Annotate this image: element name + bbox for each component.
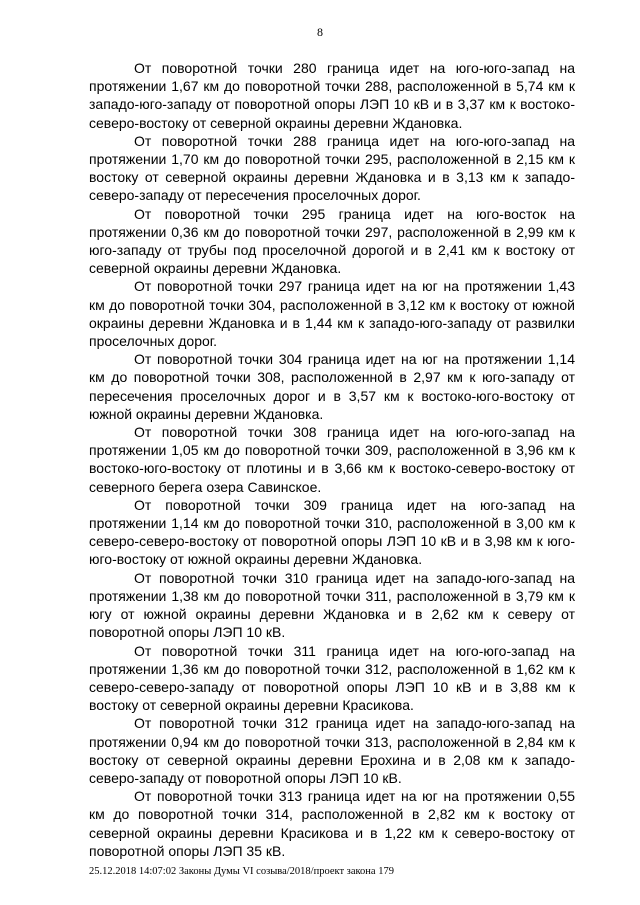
paragraph: От поворотной точки 297 граница идет на юг на протяжении 1,43 км до поворотной точки 304, расположенной в 3,12 км к востоку от южной окраины деревни Ждановка и в 1,44 км к западо-юго-западу от развилки проселочных дорог. [89, 278, 575, 350]
paragraph: От поворотной точки 313 граница идет на юг на протяжении 0,55 км до поворотной точки 314, расположенной в 2,82 км к востоку от северной окраины деревни Красикова и в 1,22 км к северо-востоку от поворотной опоры ЛЭП 35 кВ. [89, 788, 575, 859]
paragraph: От поворотной точки 312 граница идет на западо-юго-запад на протяжении 0,94 км до поворотной точки 313, расположенной в 2,84 км к востоку от северной окраины деревни Ерохина и в 2,08 км к западо-северо-западу от поворотной опоры ЛЭП 10 кВ. [89, 715, 575, 786]
paragraph: От поворотной точки 311 граница идет на юго-юго-запад на протяжении 1,36 км до поворотной точки 312, расположенной в 1,62 км к северо-северо-западу от поворотной опоры ЛЭП 10 кВ и в 3,88 км к востоку от северной окраины деревни Красикова. [89, 642, 575, 714]
paragraph: От поворотной точки 309 граница идет на юго-запад на протяжении 1,14 км до поворотной точки 310, расположенной в 3,00 км к северо-северо-востоку от поворотной опоры ЛЭП 10 кВ и в 3,98 км к юго-юго-востоку от южной окраины деревни Ждановка. [89, 496, 575, 568]
paragraph: От поворотной точки 295 граница идет на юго-восток на протяжении 0,36 км до поворотной точки 297, расположенной в 2,99 км к юго-западу от трубы под проселочной дорогой и в 2,41 км к востоку от северной окраины деревни Ждановка. [89, 205, 575, 277]
paragraph: От поворотной точки 304 граница идет на юг на протяжении 1,14 км до поворотной точки 308, расположенной в 2,97 км к юго-западу от пересечения проселочных дорог и в 3,57 км к востоко-юго-востоку от южной окраины деревни Ждановка. [89, 351, 575, 422]
page-number: 8 [317, 25, 323, 39]
paragraph: От поворотной точки 310 граница идет на западо-юго-запад на протяжении 1,38 км до поворотной точки 311, расположенной в 3,79 км к югу от южной окраины деревни Ждановка и в 2,62 км к северу от поворотной опоры ЛЭП 10 кВ. [89, 569, 575, 641]
document-body [89, 59, 575, 860]
footer-file-info: 25.12.2018 14:07:02 Законы Думы VI созыва/2018/проект закона 179 [89, 866, 394, 877]
paragraph: От поворотной точки 288 граница идет на юго-юго-запад на протяжении 1,70 км до поворотной точки 295, расположенной в 2,15 км к востоку от северной окраины деревни Ждановка и в 3,13 км к западо-северо-западу от пересечения проселочных дорог. [89, 132, 575, 204]
paragraph: От поворотной точки 308 граница идет на юго-юго-запад на протяжении 1,05 км до поворотной точки 309, расположенной в 3,96 км к востоко-юго-востоку от плотины и в 3,66 км к востоко-северо-востоку от северного берега озера Савинское. [89, 424, 575, 495]
paragraph: От поворотной точки 280 граница идет на юго-юго-запад на протяжении 1,67 км до поворотной точки 288, расположенной в 5,74 км к западо-юго-западу от поворотной опоры ЛЭП 10 кВ и в 3,37 км к востоко-северо-востоку от северной окраины деревни Ждановка. [89, 60, 575, 131]
